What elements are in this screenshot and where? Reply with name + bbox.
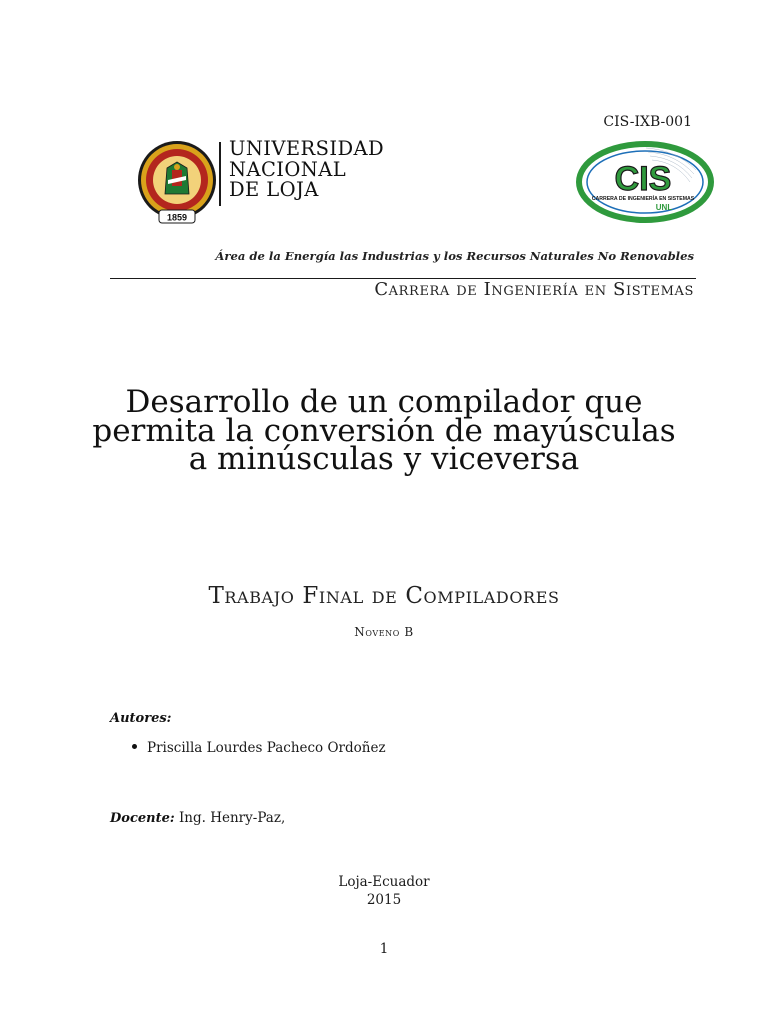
document-subtitle: Trabajo Final de Compiladores bbox=[208, 583, 560, 609]
cis-logo-unl: UNL bbox=[655, 203, 673, 212]
title-line-1: Desarrollo de un compilador que bbox=[125, 384, 643, 420]
area-line: Área de la Energía las Industrias y los Recursos Naturales No Renovables bbox=[215, 249, 694, 263]
university-name-line-1: UNIVERSIDAD bbox=[229, 137, 385, 160]
author-list-item bbox=[132, 740, 386, 756]
title-line-2: permita la conversión de mayúsculas bbox=[92, 412, 676, 449]
author-name: Priscilla Lourdes Pacheco Ordoñez bbox=[147, 740, 386, 756]
university-name-line-2: NACIONAL bbox=[229, 157, 347, 181]
university-name-line-3: DE LOJA bbox=[229, 178, 319, 201]
university-seal-logo bbox=[137, 140, 217, 228]
title-line-3: a minúsculas y viceversa bbox=[188, 441, 580, 477]
place: Loja-Ecuador bbox=[338, 874, 430, 890]
cis-logo bbox=[576, 140, 714, 224]
document-code: CIS-IXB-001 bbox=[603, 114, 692, 130]
authors-label: Autores: bbox=[110, 711, 172, 726]
grade-label: Noveno B bbox=[354, 625, 414, 639]
docente-line bbox=[110, 810, 285, 826]
cis-logo-text: CIS bbox=[614, 160, 672, 198]
seal-year: 1859 bbox=[166, 212, 188, 223]
docente-label: Docente: bbox=[110, 811, 175, 826]
docente-name: Ing. Henry-Paz, bbox=[178, 810, 286, 826]
university-divider bbox=[219, 142, 221, 206]
university-name bbox=[229, 139, 384, 201]
cis-logo-subtext: CARRERA DE INGENIERÍA EN SISTEMAS bbox=[591, 196, 695, 202]
document-title bbox=[70, 384, 698, 477]
year: 2015 bbox=[366, 892, 402, 908]
page-number: 1 bbox=[379, 941, 389, 957]
place-date bbox=[70, 873, 698, 909]
bullet-icon bbox=[132, 744, 137, 749]
carrera-line: Carrera de Ingeniería en Sistemas bbox=[374, 279, 694, 300]
